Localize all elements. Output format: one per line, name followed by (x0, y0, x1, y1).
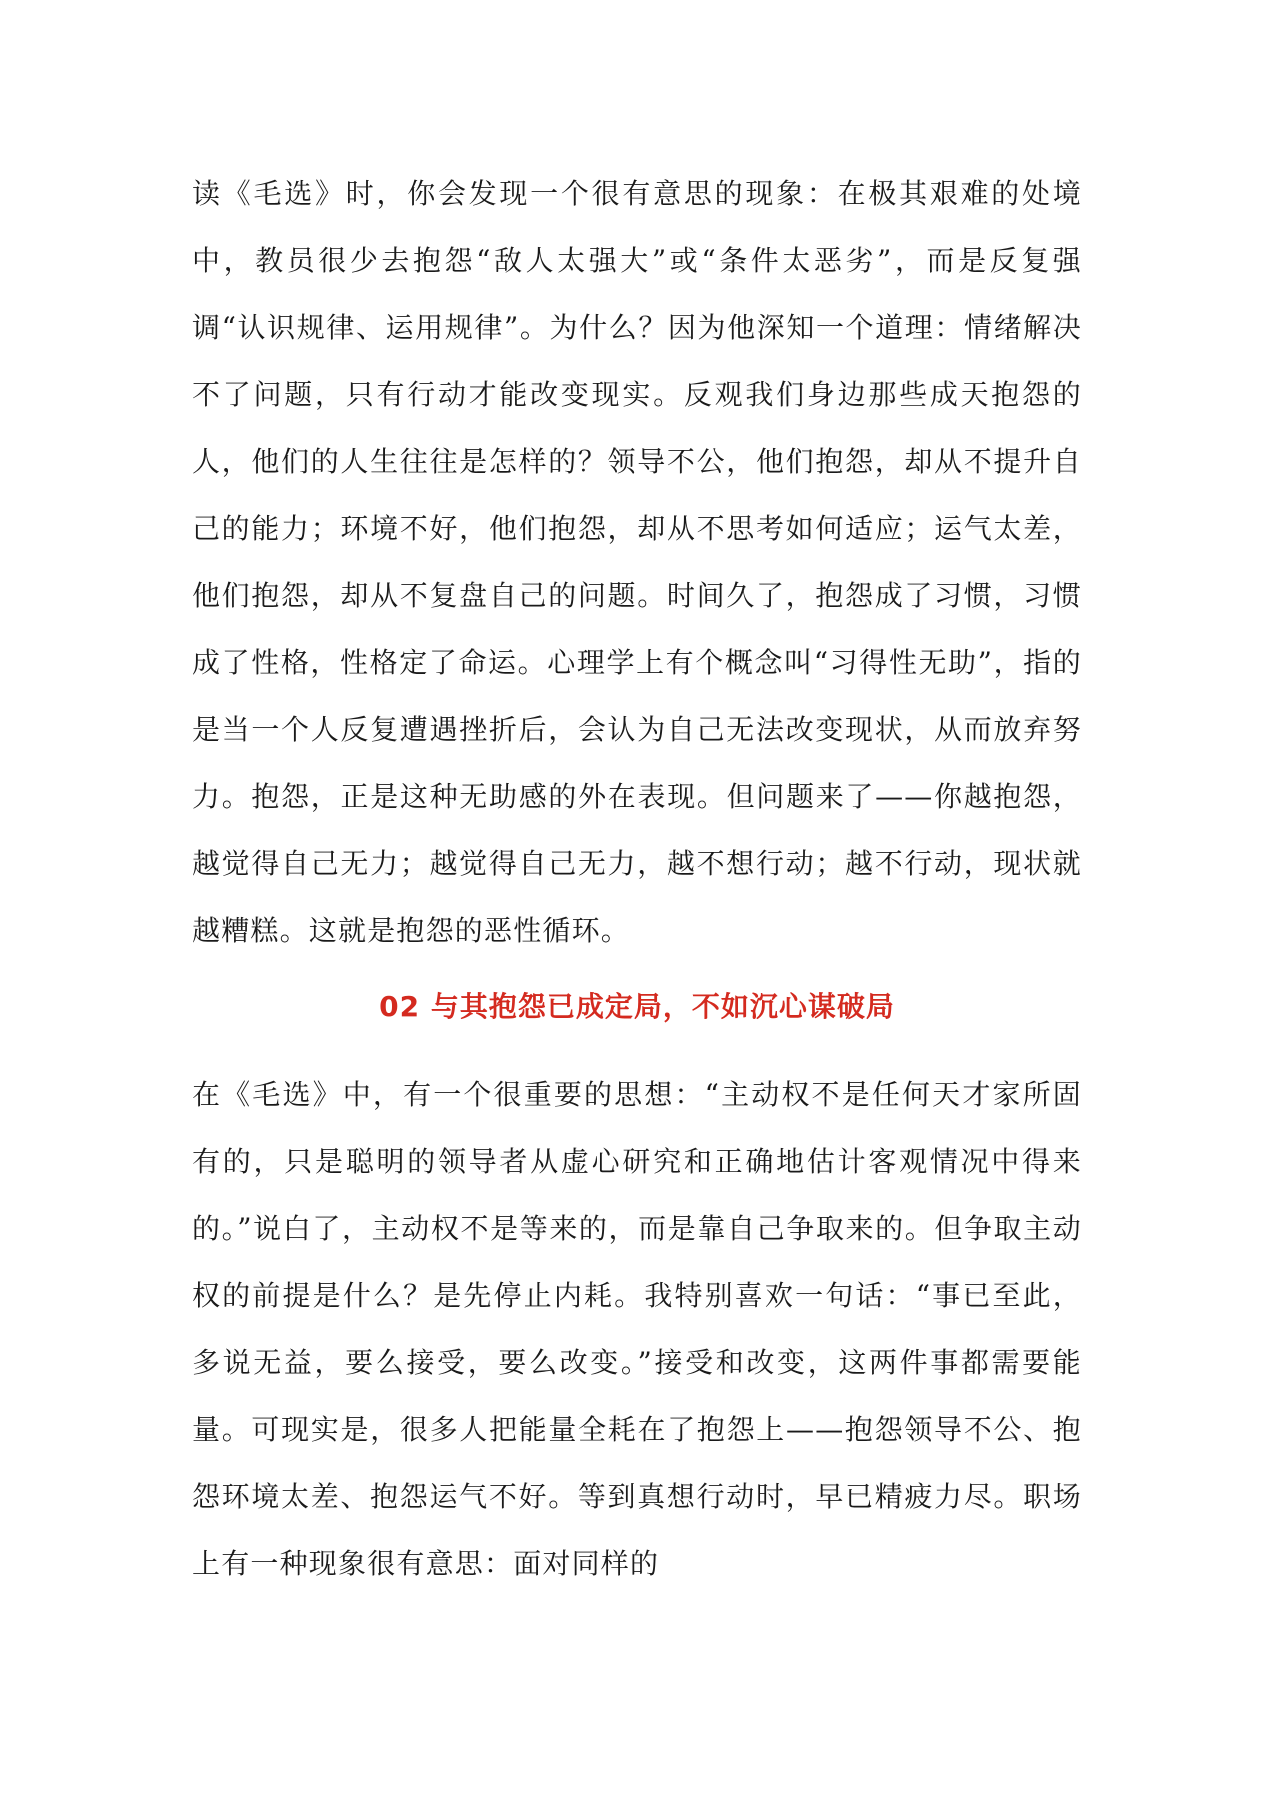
section-heading: 02 与其抱怨已成定局，不如沉心谋破局 (379, 990, 895, 1023)
body-paragraph-2: 在《毛选》中，有一个很重要的思想：“主动权不是任何天才家所固有的，只是聪明的领导者从虚心研究和正确地估计客观情况中得来的。”说白了，主动权不是等来的，而是靠自己争取来的。但争取主动权的前提是什么？是先停止内耗。我特别喜欢一句话：“事已至此，多说无益，要么接受，要么改变。”接受和改变，这两件事都需要能量。可现实是，很多人把能量全耗在了抱怨上——抱怨领导不公、抱怨环境太差、抱怨运气不好。等到真想行动时，早已精疲力尽。职场上有一种现象很有意思：面对同样的 (192, 1078, 1082, 1580)
document-page (192, 160, 1082, 1597)
body-paragraph-1: 读《毛选》时，你会发现一个很有意思的现象：在极其艰难的处境中，教员很少去抱怨“敌人太强大”或“条件太恶劣”，而是反复强调“认识规律、运用规律”。为什么？因为他深知一个道理：情绪解决不了问题，只有行动才能改变现实。反观我们身边那些成天抱怨的人，他们的人生往往是怎样的？领导不公，他们抱怨，却从不提升自己的能力；环境不好，他们抱怨，却从不思考如何适应；运气太差，他们抱怨，却从不复盘自己的问题。时间久了，抱怨成了习惯，习惯成了性格，性格定了命运。心理学上有个概念叫“习得性无助”，指的是当一个人反复遭遇挫折后，会认为自己无法改变现状，从而放弃努力。抱怨，正是这种无助感的外在表现。但问题来了——你越抱怨，越觉得自己无力；越觉得自己无力，越不想行动；越不行动，现状就越糟糕。这就是抱怨的恶性循环。 (192, 177, 1082, 947)
